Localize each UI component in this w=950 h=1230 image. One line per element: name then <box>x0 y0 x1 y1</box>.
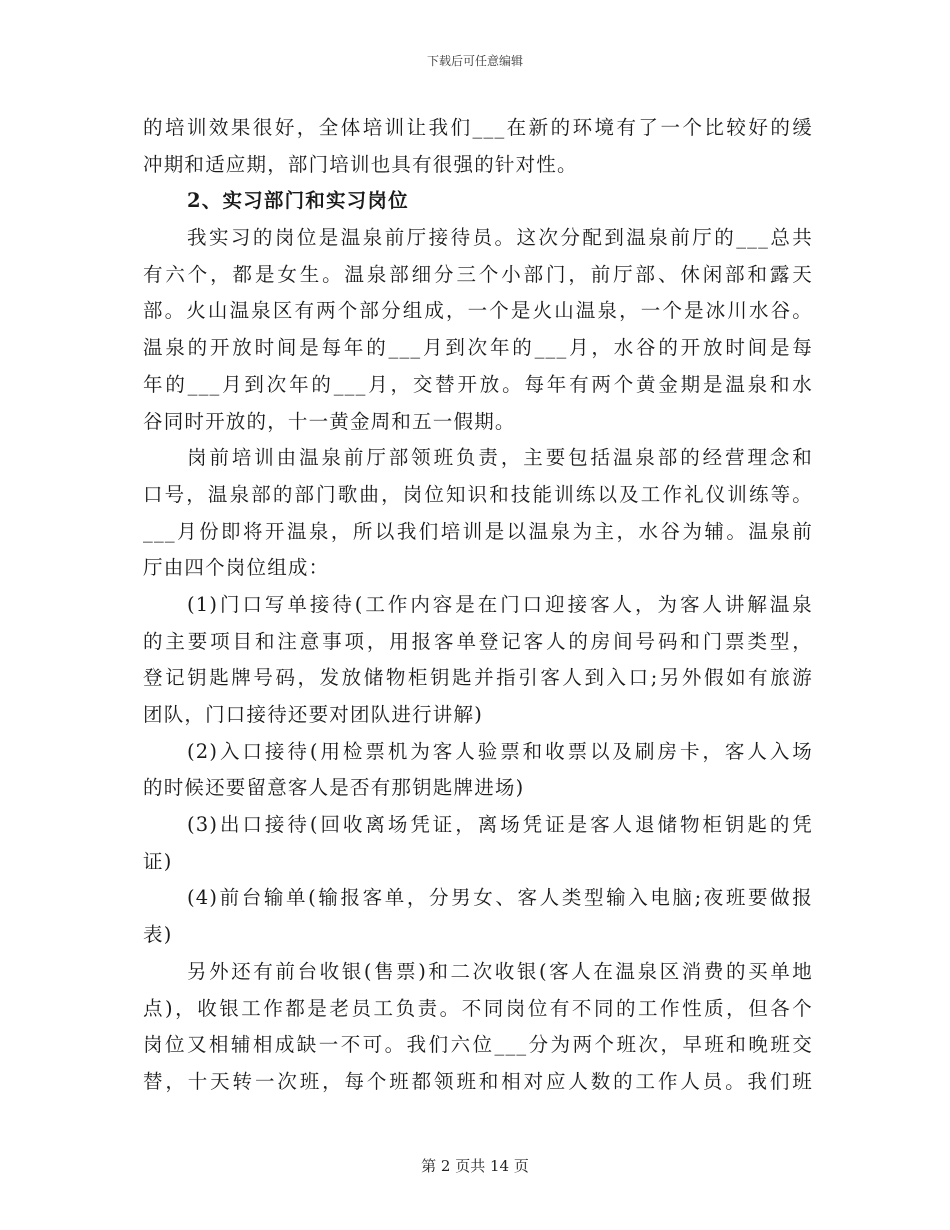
body-line: 证) <box>143 849 173 873</box>
body-line: 登记钥匙牌号码，发放储物柜钥匙并指引客人到入口;另外假如有旅游 <box>143 666 813 690</box>
body-line: (3)出口接待(回收离场凭证，离场凭证是客人退储物柜钥匙的凭 <box>187 813 813 837</box>
body-line: 口号，温泉部的部门歌曲，岗位知识和技能训练以及工作礼仪训练等。 <box>143 482 813 506</box>
body-line: 的培训效果很好，全体培训让我们___在新的环境有了一个比较好的缓 <box>143 116 813 139</box>
page-header: 下载后可任意编辑 <box>426 54 523 68</box>
body-line: (1)门口写单接待(工作内容是在门口迎接客人，为客人讲解温泉 <box>187 592 813 616</box>
body-line: 团队，门口接待还要对团队进行讲解) <box>143 703 484 726</box>
body-line: 我实习的岗位是温泉前厅接待员。这次分配到温泉前厅的___总共 <box>187 226 813 250</box>
body-line: 有六个，都是女生。温泉部细分三个小部门，前厅部、休闲部和露天 <box>143 262 813 286</box>
body-line: 点)，收银工作都是老员工负责。不同岗位有不同的工作性质，但各个 <box>143 996 813 1020</box>
section-heading: 2、实习部门和实习岗位 <box>187 189 409 213</box>
body-line: 的时候还要留意客人是否有那钥匙牌进场) <box>143 776 525 800</box>
body-line: 厅由四个岗位组成： <box>143 556 330 580</box>
body-line: ___月份即将开温泉，所以我们培训是以温泉为主，水谷为辅。温泉前 <box>143 519 813 543</box>
body-line: 岗前培训由温泉前厅部领班负责，主要包括温泉部的经营理念和 <box>187 446 813 470</box>
body-line: 岗位又相辅相成缺一不可。我们六位___分为两个班次，早班和晚班交 <box>143 1033 813 1057</box>
document-body <box>143 110 813 1101</box>
body-line: 替，十天转一次班，每个班都领班和相对应人数的工作人员。我们班 <box>143 1069 813 1093</box>
body-line: (4)前台输单(输报客单，分男女、客人类型输入电脑;夜班要做报 <box>187 886 813 910</box>
page-footer: 第 2 页共 14 页 <box>421 1157 529 1175</box>
body-line: 部。火山温泉区有两个部分组成，一个是火山温泉，一个是冰川水谷。 <box>143 299 813 323</box>
body-line: (2)入口接待(用检票机为客人验票和收票以及刷房卡，客人入场 <box>187 739 813 763</box>
body-line: 表) <box>143 923 173 947</box>
body-line: 年的___月到次年的___月，交替开放。每年有两个黄金期是温泉和水 <box>143 372 813 396</box>
body-line: 谷同时开放的，十一黄金周和五一假期。 <box>143 409 516 433</box>
body-line: 的主要项目和注意事项，用报客单登记客人的房间号码和门票类型， <box>143 629 813 653</box>
body-line: 冲期和适应期，部门培训也具有很强的针对性。 <box>143 152 578 176</box>
body-line: 温泉的开放时间是每年的___月到次年的___月，水谷的开放时间是每 <box>143 336 813 360</box>
body-line: 另外还有前台收银(售票)和二次收银(客人在温泉区消费的买单地 <box>187 959 813 983</box>
